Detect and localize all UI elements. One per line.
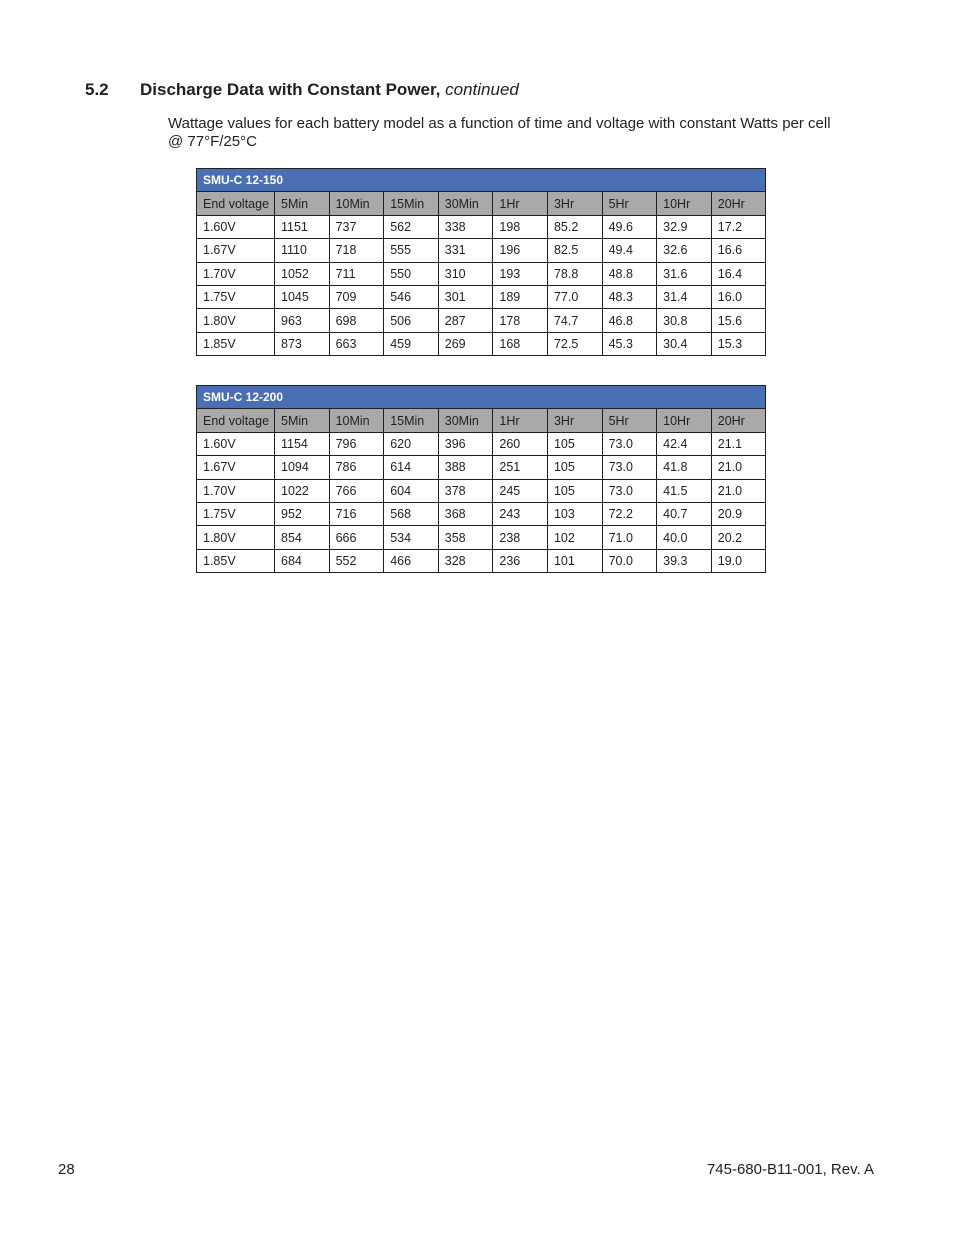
table-row <box>197 332 766 355</box>
table-cell: 245 <box>493 479 548 502</box>
table-cell: 16.6 <box>711 239 766 262</box>
table-cell: 178 <box>493 309 548 332</box>
table-cell: 82.5 <box>547 239 602 262</box>
table-cell: 506 <box>384 309 439 332</box>
table-cell: 718 <box>329 239 384 262</box>
table-cell: 30.4 <box>657 332 712 355</box>
table-cell: 198 <box>493 215 548 238</box>
row-voltage-cell: 1.67V <box>197 456 275 479</box>
table-cell: 684 <box>275 549 330 572</box>
table-title: SMU-C 12-200 <box>197 386 766 409</box>
table-cell: 103 <box>547 502 602 525</box>
table-cell: 604 <box>384 479 439 502</box>
table-cell: 46.8 <box>602 309 657 332</box>
table-row <box>197 262 766 285</box>
table-cell: 77.0 <box>547 285 602 308</box>
row-voltage-cell: 1.80V <box>197 309 275 332</box>
column-header: 5Min <box>275 192 330 215</box>
table-cell: 301 <box>438 285 493 308</box>
table-row <box>197 456 766 479</box>
table-cell: 358 <box>438 526 493 549</box>
section-title: Discharge Data with Constant Power, <box>140 80 441 99</box>
table-cell: 287 <box>438 309 493 332</box>
table-cell: 102 <box>547 526 602 549</box>
table-cell: 72.2 <box>602 502 657 525</box>
table-cell: 39.3 <box>657 549 712 572</box>
table-cell: 534 <box>384 526 439 549</box>
table-cell: 105 <box>547 479 602 502</box>
table-cell: 40.7 <box>657 502 712 525</box>
table-cell: 1094 <box>275 456 330 479</box>
table-cell: 49.4 <box>602 239 657 262</box>
table-row <box>197 309 766 332</box>
table-cell: 338 <box>438 215 493 238</box>
table-cell: 1154 <box>275 432 330 455</box>
table-cell: 19.0 <box>711 549 766 572</box>
table-cell: 101 <box>547 549 602 572</box>
column-header: 1Hr <box>493 409 548 432</box>
table-cell: 238 <box>493 526 548 549</box>
table-cell: 41.5 <box>657 479 712 502</box>
table-cell: 32.9 <box>657 215 712 238</box>
table-title-row <box>197 169 766 192</box>
table-cell: 854 <box>275 526 330 549</box>
table-cell: 1110 <box>275 239 330 262</box>
column-header: 20Hr <box>711 192 766 215</box>
row-voltage-cell: 1.85V <box>197 549 275 572</box>
table-cell: 620 <box>384 432 439 455</box>
table-cell: 663 <box>329 332 384 355</box>
table-cell: 562 <box>384 215 439 238</box>
table-cell: 31.6 <box>657 262 712 285</box>
table-cell: 698 <box>329 309 384 332</box>
column-header: 10Min <box>329 409 384 432</box>
table-cell: 1151 <box>275 215 330 238</box>
table-cell: 1052 <box>275 262 330 285</box>
section-heading <box>85 80 519 100</box>
column-header: 10Hr <box>657 192 712 215</box>
table-cell: 48.8 <box>602 262 657 285</box>
table-row <box>197 432 766 455</box>
column-header: 5Hr <box>602 409 657 432</box>
column-header: 20Hr <box>711 409 766 432</box>
column-header: 30Min <box>438 192 493 215</box>
table-cell: 74.7 <box>547 309 602 332</box>
table-row <box>197 239 766 262</box>
row-voltage-cell: 1.67V <box>197 239 275 262</box>
discharge-table-smu-c-12-200 <box>196 385 766 573</box>
table-cell: 72.5 <box>547 332 602 355</box>
table-cell: 459 <box>384 332 439 355</box>
table-cell: 193 <box>493 262 548 285</box>
table-cell: 260 <box>493 432 548 455</box>
table-title-row <box>197 386 766 409</box>
column-header: 10Min <box>329 192 384 215</box>
table-row <box>197 215 766 238</box>
table-cell: 73.0 <box>602 432 657 455</box>
table-cell: 550 <box>384 262 439 285</box>
intro-paragraph: Wattage values for each battery model as a function of time and voltage with constant Watts per cell @ 77°F/25°C <box>168 115 831 150</box>
table-cell: 15.6 <box>711 309 766 332</box>
column-header: 15Min <box>384 192 439 215</box>
table-cell: 1022 <box>275 479 330 502</box>
column-header: 10Hr <box>657 409 712 432</box>
table-title: SMU-C 12-150 <box>197 169 766 192</box>
table-cell: 105 <box>547 432 602 455</box>
column-header: 1Hr <box>493 192 548 215</box>
table-cell: 41.8 <box>657 456 712 479</box>
table-cell: 251 <box>493 456 548 479</box>
table-cell: 396 <box>438 432 493 455</box>
table-cell: 42.4 <box>657 432 712 455</box>
table-cell: 873 <box>275 332 330 355</box>
table-cell: 73.0 <box>602 479 657 502</box>
table-cell: 963 <box>275 309 330 332</box>
table-cell: 331 <box>438 239 493 262</box>
table-cell: 48.3 <box>602 285 657 308</box>
discharge-table-smu-c-12-150 <box>196 168 766 356</box>
row-voltage-cell: 1.70V <box>197 479 275 502</box>
table-cell: 269 <box>438 332 493 355</box>
table-cell: 952 <box>275 502 330 525</box>
table-header-row <box>197 409 766 432</box>
table-header-row <box>197 192 766 215</box>
section-number: 5.2 <box>85 80 109 99</box>
document-id: 745-680-B11-001, Rev. A <box>706 1161 874 1178</box>
table-cell: 71.0 <box>602 526 657 549</box>
row-voltage-cell: 1.75V <box>197 285 275 308</box>
table-cell: 20.2 <box>711 526 766 549</box>
table-cell: 21.0 <box>711 479 766 502</box>
table-cell: 711 <box>329 262 384 285</box>
column-header: 3Hr <box>547 409 602 432</box>
column-header: 15Min <box>384 409 439 432</box>
table-cell: 368 <box>438 502 493 525</box>
row-voltage-cell: 1.60V <box>197 432 275 455</box>
row-voltage-cell: 1.60V <box>197 215 275 238</box>
table-cell: 709 <box>329 285 384 308</box>
table-cell: 168 <box>493 332 548 355</box>
row-voltage-cell: 1.70V <box>197 262 275 285</box>
table-cell: 45.3 <box>602 332 657 355</box>
table-row <box>197 526 766 549</box>
table-cell: 32.6 <box>657 239 712 262</box>
column-header: End voltage <box>197 192 275 215</box>
table-cell: 737 <box>329 215 384 238</box>
table-row <box>197 285 766 308</box>
table-cell: 555 <box>384 239 439 262</box>
section-continued: continued <box>445 80 519 99</box>
column-header: 3Hr <box>547 192 602 215</box>
table-cell: 328 <box>438 549 493 572</box>
table-cell: 20.9 <box>711 502 766 525</box>
table-cell: 21.0 <box>711 456 766 479</box>
table-cell: 16.4 <box>711 262 766 285</box>
table-cell: 388 <box>438 456 493 479</box>
table-cell: 310 <box>438 262 493 285</box>
table-cell: 552 <box>329 549 384 572</box>
table-cell: 73.0 <box>602 456 657 479</box>
table-cell: 243 <box>493 502 548 525</box>
table-cell: 614 <box>384 456 439 479</box>
table-cell: 31.4 <box>657 285 712 308</box>
row-voltage-cell: 1.80V <box>197 526 275 549</box>
table-cell: 78.8 <box>547 262 602 285</box>
table-cell: 105 <box>547 456 602 479</box>
table-cell: 70.0 <box>602 549 657 572</box>
table-cell: 16.0 <box>711 285 766 308</box>
table-cell: 17.2 <box>711 215 766 238</box>
table-cell: 378 <box>438 479 493 502</box>
table-cell: 546 <box>384 285 439 308</box>
table-cell: 666 <box>329 526 384 549</box>
table-cell: 21.1 <box>711 432 766 455</box>
table-cell: 40.0 <box>657 526 712 549</box>
table-cell: 466 <box>384 549 439 572</box>
table-cell: 30.8 <box>657 309 712 332</box>
column-header: 30Min <box>438 409 493 432</box>
table-cell: 15.3 <box>711 332 766 355</box>
column-header: 5Hr <box>602 192 657 215</box>
column-header: 5Min <box>275 409 330 432</box>
table-cell: 786 <box>329 456 384 479</box>
table-cell: 1045 <box>275 285 330 308</box>
table-cell: 766 <box>329 479 384 502</box>
table-cell: 85.2 <box>547 215 602 238</box>
table-cell: 49.6 <box>602 215 657 238</box>
table-cell: 568 <box>384 502 439 525</box>
table-cell: 189 <box>493 285 548 308</box>
page-number: 28 <box>58 1161 75 1178</box>
table-cell: 196 <box>493 239 548 262</box>
table-cell: 796 <box>329 432 384 455</box>
table-cell: 236 <box>493 549 548 572</box>
table-row <box>197 502 766 525</box>
column-header: End voltage <box>197 409 275 432</box>
row-voltage-cell: 1.85V <box>197 332 275 355</box>
table-row <box>197 549 766 572</box>
table-cell: 716 <box>329 502 384 525</box>
table-row <box>197 479 766 502</box>
row-voltage-cell: 1.75V <box>197 502 275 525</box>
